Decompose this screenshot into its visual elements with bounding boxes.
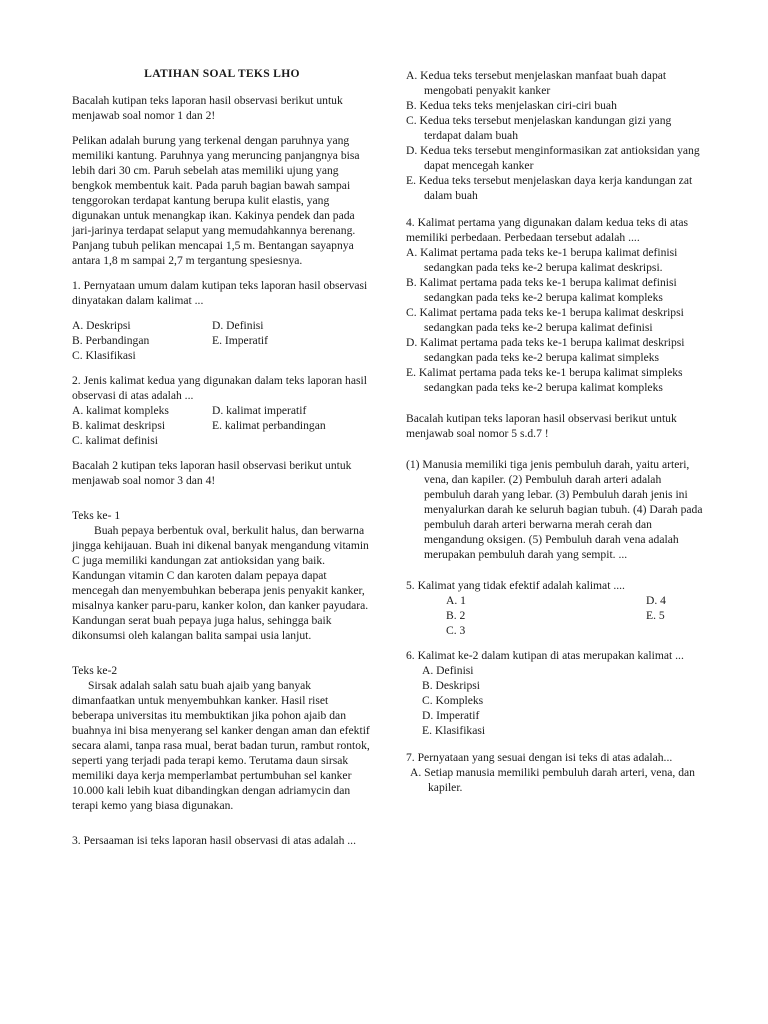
option: D. Definisi xyxy=(212,319,264,332)
text-2-passage: Sirsak adalah salah satu buah ajaib yang banyak dimanfaatkan untuk menyembuhkan kanker. Hasil riset beberapa universitas itu membuktikan jika pohon ajaib dan buahnya ini bisa menyerang sel kanker dengan aman dan efektif secara alami, tanpa rasa mual, berat badan turun, rambut rontok, seperti yang terjadi pada terapi kemo. Terutama daun sirsak memiliki daya kerja memperlambat pertumbuhan sel kanker 10.000 kali lebih kuat dibandingkan dengan adriamycin dan terapi kemo yang biasa digunakan. xyxy=(72,679,370,812)
option: C. kalimat definisi xyxy=(72,434,158,447)
option: C. Kedua teks tersebut menjelaskan kandungan gizi yang terdapat dalam buah xyxy=(406,114,672,142)
question-3: 3. Persaaman isi teks laporan hasil observasi di atas adalah ... xyxy=(72,834,356,847)
option: E. Kalimat pertama pada teks ke-1 berupa kalimat simpleks sedangkan pada teks ke-2 berupa kalimat kompleks xyxy=(406,366,683,394)
text-1-label: Teks ke- 1 xyxy=(72,509,121,522)
option: E. Imperatif xyxy=(212,334,269,347)
option xyxy=(212,433,362,448)
option xyxy=(646,623,706,638)
question-7-options xyxy=(406,765,706,795)
text-1-passage: Buah pepaya berbentuk oval, berkulit halus, dan berwarna jingga kehijauan. Buah ini dikenal banyak mengandung vitamin C juga memiliki kandungan zat antioksidan yang baik. Kandungan vitamin C dan karoten dalam pepaya dapat mencegah dan menyembuhkan beberapa jenis penyakit kanker, misalnya kanker paru-paru, kanker kolon, dan kanker payudara. Kandungan serat buah pepaya juga halus, sehingga baik dikonsumsi oleh kalangan balita sampai usia lanjut. xyxy=(72,524,369,642)
option: C. Kompleks xyxy=(422,694,484,707)
option: C. Kalimat pertama pada teks ke-1 berupa kalimat deskripsi sedangkan pada teks ke-2 berupa kalimat definisi xyxy=(406,306,684,334)
question-7: 7. Pernyataan yang sesuai dengan isi teks di atas adalah... xyxy=(406,751,673,764)
option: A. Kalimat pertama pada teks ke-1 berupa kalimat definisi sedangkan pada teks ke-2 berupa kalimat deskripsi. xyxy=(406,246,678,274)
question-5: 5. Kalimat yang tidak efektif adalah kalimat .... xyxy=(406,579,625,592)
right-column xyxy=(406,68,706,795)
option: D. kalimat imperatif xyxy=(212,404,307,417)
text-2-label: Teks ke-2 xyxy=(72,664,118,677)
passage-pelikan: Pelikan adalah burung yang terkenal dengan paruhnya yang memiliki kantung. Paruhnya yang meruncing panjangnya bisa lebih dari 30 cm. Paruh sebelah atas memiliki ujung yang bengkok membentuk kait. Pada paruh bagian bawah sampai tenggorokan terdapat kantung berupa kulit elastis, yang digunakan untuk menangkap ikan. Kakinya pendek dan pada jari-jarinya terdapat selaput yang memudahkannya berenang. Panjang tubuh pelikan mencapai 1,5 m. Bentangan sayapnya antara 1,8 m sampai 2,7 m tergantung spesiesnya. xyxy=(72,134,360,267)
option: A. kalimat kompleks xyxy=(72,404,169,417)
option: C. 3 xyxy=(446,624,466,637)
option xyxy=(212,348,362,363)
left-column xyxy=(72,66,372,858)
passage-pembuluh-darah: (1) Manusia memiliki tiga jenis pembuluh darah, yaitu arteri, vena, dan kapiler. (2) Pembuluh darah arteri adalah pembuluh darah yang lebar. (3) Pembuluh darah jenis ini menyalurkan darah ke seluruh bagian tubuh. (4) Darah pada pembuluh darah arteri berwarna merah cerah dan mengandung oksigen. (5) Pembuluh darah vena adalah merupakan pembuluh darah yang sempit. ... xyxy=(406,458,703,561)
option: A. Definisi xyxy=(422,664,474,677)
page-title: LATIHAN SOAL TEKS LHO xyxy=(144,67,300,80)
question-2-options xyxy=(72,403,372,448)
option: D. 4 xyxy=(646,594,666,607)
question-3-options xyxy=(406,68,706,203)
option: A. 1 xyxy=(446,594,466,607)
question-6: 6. Kalimat ke-2 dalam kutipan di atas merupakan kalimat ... xyxy=(406,649,684,662)
question-4: 4. Kalimat pertama yang digunakan dalam kedua teks di atas memiliki perbedaan. Perbedaan tersebut adalah .... xyxy=(406,216,689,244)
option: C. Klasifikasi xyxy=(72,349,136,362)
question-1: 1. Pernyataan umum dalam kutipan teks laporan hasil observasi dinyatakan dalam kalimat ... xyxy=(72,279,368,307)
option: A. Deskripsi xyxy=(72,319,131,332)
option: B. Kedua teks teks menjelaskan ciri-ciri buah xyxy=(406,99,617,112)
intro-3: Bacalah kutipan teks laporan hasil observasi berikut untuk menjawab soal nomor 5 s.d.7 ! xyxy=(406,412,677,440)
option: D. Imperatif xyxy=(422,709,480,722)
option: A. Kedua teks tersebut menjelaskan manfaat buah dapat mengobati penyakit kanker xyxy=(406,69,667,97)
option: E. Klasifikasi xyxy=(422,724,486,737)
option: D. Kedua teks tersebut menginformasikan zat antioksidan yang dapat mencegah kanker xyxy=(406,144,700,172)
option: A. Setiap manusia memiliki pembuluh darah arteri, vena, dan kapiler. xyxy=(410,766,695,794)
option: B. 2 xyxy=(446,609,466,622)
option: B. Perbandingan xyxy=(72,334,150,347)
question-2: 2. Jenis kalimat kedua yang digunakan dalam teks laporan hasil observasi di atas adalah ... xyxy=(72,374,367,402)
question-1-options xyxy=(72,318,372,363)
question-4-options xyxy=(406,245,706,395)
question-6-options xyxy=(406,663,706,738)
option: B. Deskripsi xyxy=(422,679,480,692)
option: E. Kedua teks tersebut menjelaskan daya kerja kandungan zat dalam buah xyxy=(406,174,693,202)
option: E. 5 xyxy=(646,609,665,622)
option: E. kalimat perbandingan xyxy=(212,419,326,432)
intro-2: Bacalah 2 kutipan teks laporan hasil observasi berikut untuk menjawab soal nomor 3 dan 4! xyxy=(72,459,352,487)
question-5-options xyxy=(406,593,706,638)
option: B. kalimat deskripsi xyxy=(72,419,166,432)
option: D. Kalimat pertama pada teks ke-1 berupa kalimat deskripsi sedangkan pada teks ke-2 berupa kalimat simpleks xyxy=(406,336,685,364)
intro-1: Bacalah kutipan teks laporan hasil observasi berikut untuk menjawab soal nomor 1 dan 2! xyxy=(72,94,343,122)
option: B. Kalimat pertama pada teks ke-1 berupa kalimat definisi sedangkan pada teks ke-2 berupa kalimat kompleks xyxy=(406,276,677,304)
